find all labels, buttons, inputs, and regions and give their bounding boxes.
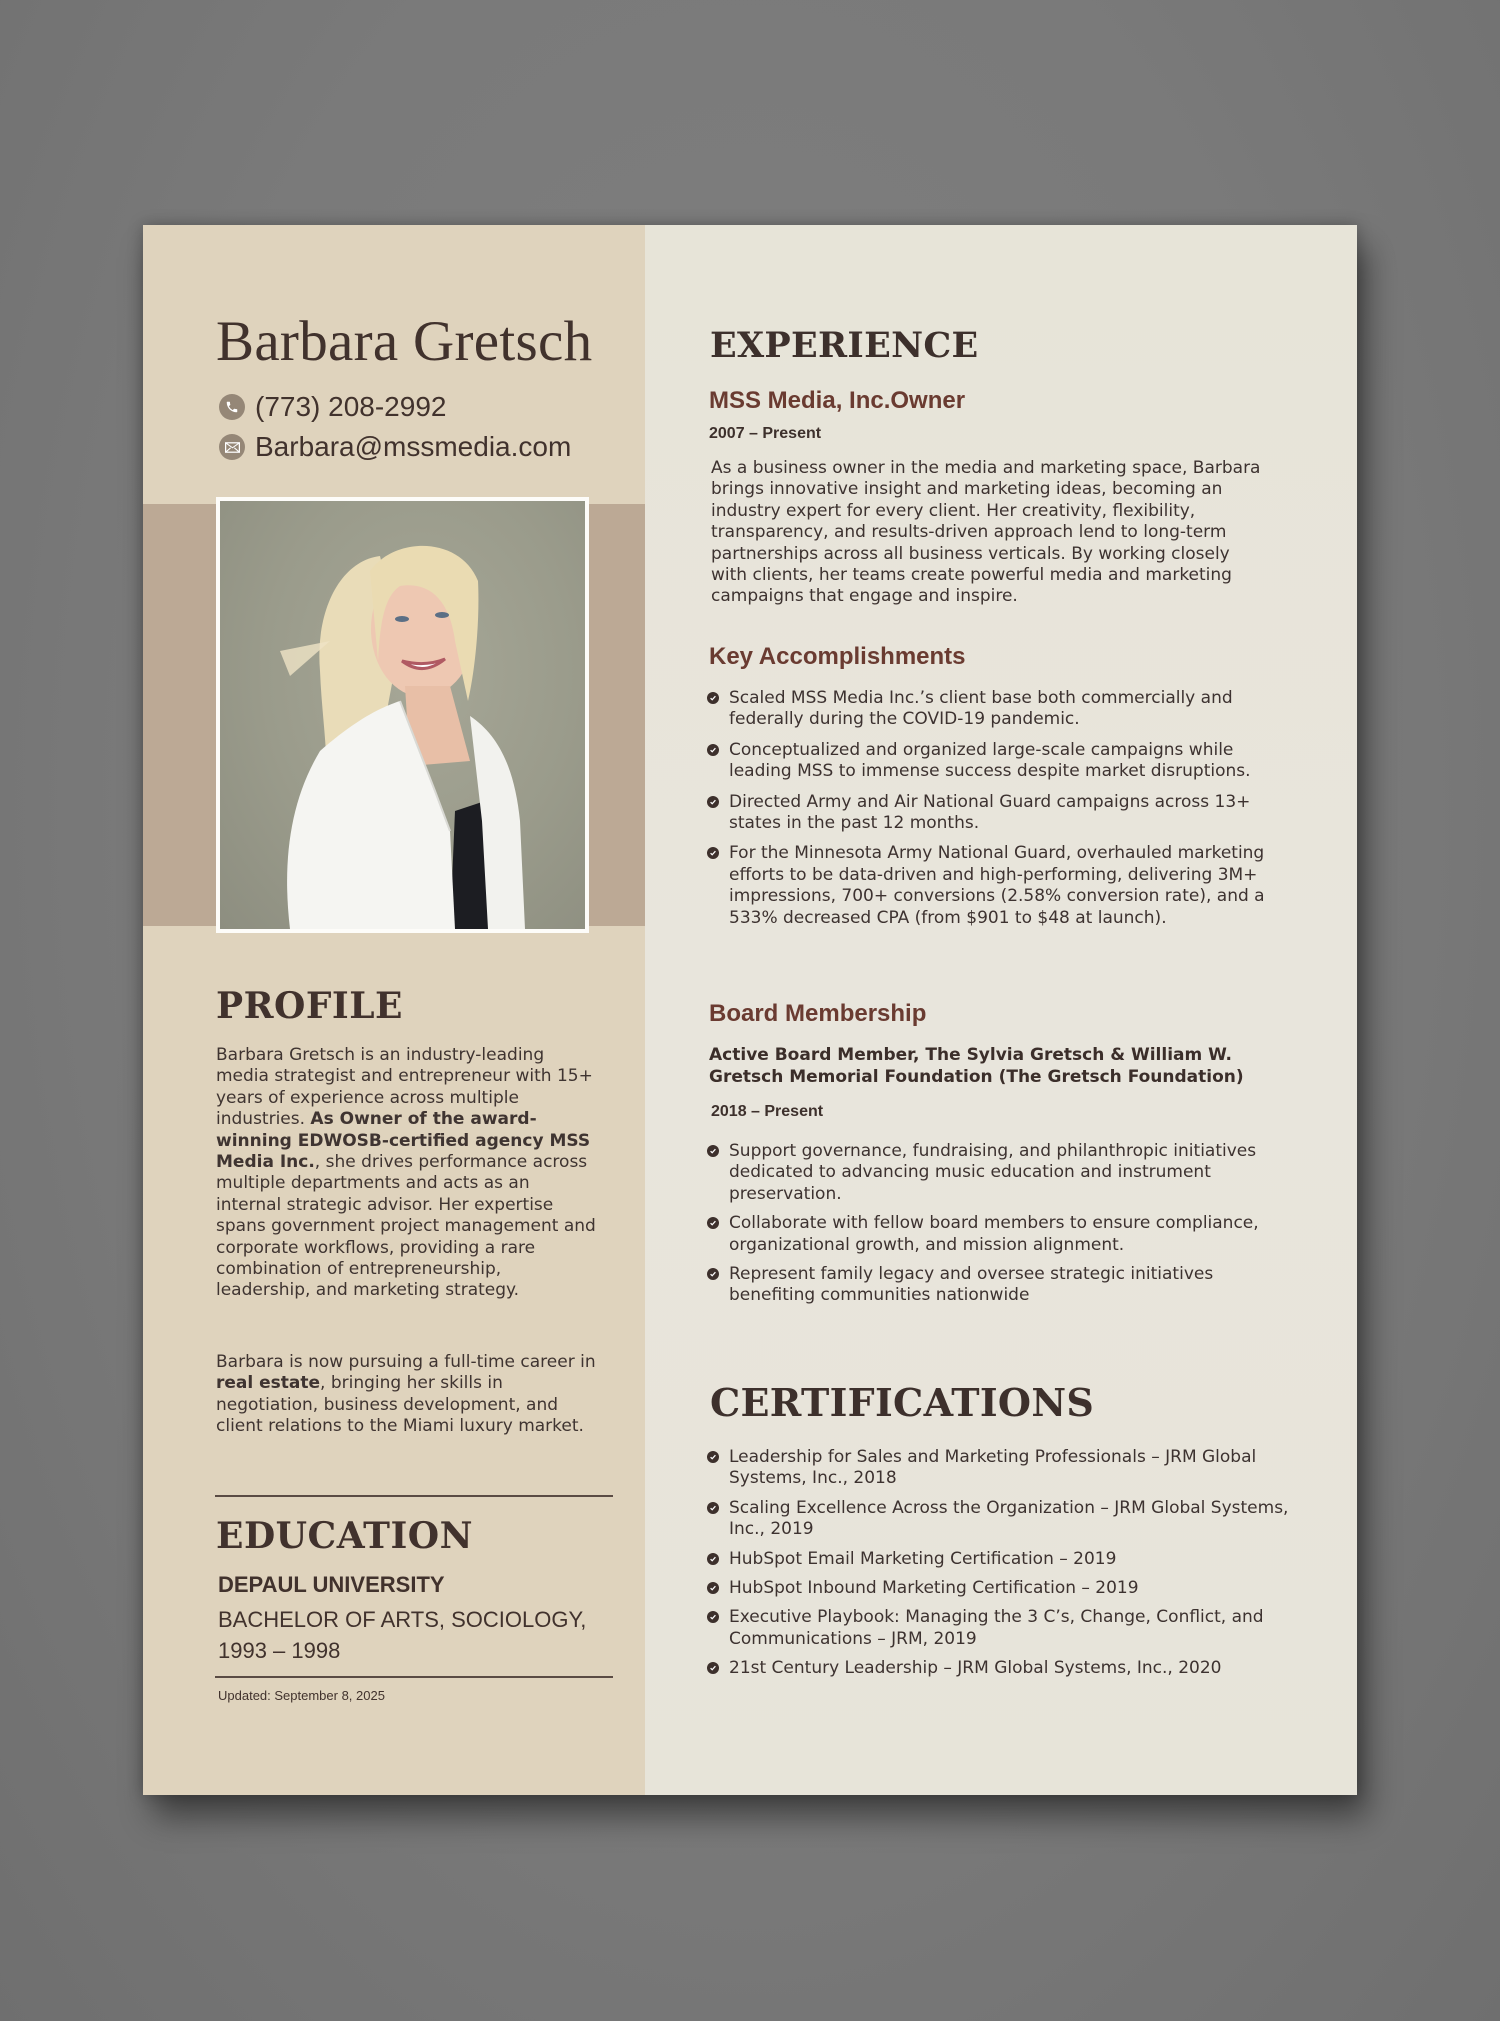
check-circle-icon <box>707 1611 719 1623</box>
check-circle-icon <box>707 1217 719 1229</box>
photo-frame <box>216 497 589 933</box>
check-circle-icon <box>707 692 719 704</box>
check-circle-icon <box>707 1582 719 1594</box>
phone-icon <box>219 394 245 420</box>
list-item: HubSpot Inbound Marketing Certification – 2019 <box>707 1578 1297 1599</box>
list-item: Directed Army and Air National Guard campaigns across 13+ states in the past 12 months. <box>707 792 1297 835</box>
main-content <box>645 225 1357 1795</box>
check-circle-icon <box>707 1451 719 1463</box>
accomplishments-list <box>707 688 1297 938</box>
updated-date: Updated: September 8, 2025 <box>218 1688 385 1703</box>
education-heading: EDUCATION <box>216 1515 474 1557</box>
list-item: Conceptualized and organized large-scale campaigns while leading MSS to immense success despite market disruptions. <box>707 740 1297 783</box>
list-item: Represent family legacy and oversee strategic initiatives benefiting communities nationwide <box>707 1264 1297 1307</box>
list-item: Executive Playbook: Managing the 3 C’s, Change, Conflict, and Communications – JRM, 2019 <box>707 1607 1297 1650</box>
job-title: MSS Media, Inc.Owner <box>709 387 966 414</box>
board-dates: 2018 – Present <box>711 1103 824 1120</box>
list-item: Scaled MSS Media Inc.’s client base both commercially and federally during the COVID-19 pandemic. <box>707 688 1297 731</box>
check-circle-icon <box>707 847 719 859</box>
profile-paragraph-1: Barbara Gretsch is an industry-leading media strategist and entrepreneur with 15+ years of experience across multiple industries. As Owner of the award-winning EDWOSB-certified agency MSS Media Inc., she drives performance across multiple departments and acts as an internal strategic advisor. Her expertise spans government project management and corporate workflows, providing a rare combination of entrepreneurship, leadership, and marketing strategy. <box>216 1045 596 1301</box>
mail-icon <box>219 434 245 460</box>
check-circle-icon <box>707 1502 719 1514</box>
divider <box>215 1676 613 1678</box>
list-item: Scaling Excellence Across the Organization – JRM Global Systems, Inc., 2019 <box>707 1498 1297 1541</box>
certifications-heading: CERTIFICATIONS <box>710 1380 1095 1425</box>
email-address[interactable]: Barbara@mssmedia.com <box>255 431 572 462</box>
contact-phone <box>219 391 446 423</box>
job-dates: 2007 – Present <box>709 425 822 442</box>
education-school: DEPAUL UNIVERSITY <box>218 1572 445 1597</box>
phone-number[interactable]: (773) 208-2992 <box>255 391 447 422</box>
board-heading: Board Membership <box>709 1000 927 1027</box>
candidate-name: Barbara Gretsch <box>216 310 593 373</box>
resume-page <box>143 225 1357 1795</box>
check-circle-icon <box>707 1145 719 1157</box>
check-circle-icon <box>707 796 719 808</box>
divider <box>215 1495 613 1497</box>
list-item: Support governance, fundraising, and philanthropic initiatives dedicated to advancing music education and instrument preservation. <box>707 1141 1297 1205</box>
list-item: HubSpot Email Marketing Certification – 2019 <box>707 1549 1297 1570</box>
certifications-list <box>707 1447 1297 1688</box>
job-description: As a business owner in the media and marketing space, Barbara brings innovative insight and marketing ideas, becoming an industry expert for every client. Her creativity, flexibility, transparency, and results-driven approach lend to long-term partnerships across all business verticals. By working closely with clients, her teams create powerful media and marketing campaigns that engage and inspire. <box>711 458 1261 607</box>
board-list <box>707 1141 1297 1315</box>
list-item: For the Minnesota Army National Guard, overhauled marketing efforts to be data-driven and high-performing, delivering 3M+ impressions, 700+ conversions (2.58% conversion rate), and a 533% decreased CPA (from $901 to $48 at launch). <box>707 843 1297 929</box>
check-circle-icon <box>707 1662 719 1674</box>
check-circle-icon <box>707 744 719 756</box>
check-circle-icon <box>707 1553 719 1565</box>
list-item: Leadership for Sales and Marketing Professionals – JRM Global Systems, Inc., 2018 <box>707 1447 1297 1490</box>
contact-email <box>219 431 571 463</box>
left-sidebar <box>143 225 645 1795</box>
profile-heading: PROFILE <box>216 985 403 1027</box>
accomplishments-heading: Key Accomplishments <box>709 643 966 670</box>
experience-heading: EXPERIENCE <box>710 325 979 366</box>
portrait-photo <box>220 501 585 929</box>
board-role: Active Board Member, The Sylvia Gretsch & William W. Gretsch Memorial Foundation (The Gretsch Foundation) <box>709 1045 1244 1087</box>
education-degree: BACHELOR OF ARTS, SOCIOLOGY, 1993 – 1998 <box>218 1607 587 1663</box>
list-item: 21st Century Leadership – JRM Global Systems, Inc., 2020 <box>707 1658 1297 1679</box>
profile-paragraph-2: Barbara is now pursuing a full-time career in real estate, bringing her skills in negotiation, business development, and client relations to the Miami luxury market. <box>216 1352 596 1437</box>
list-item: Collaborate with fellow board members to ensure compliance, organizational growth, and mission alignment. <box>707 1213 1297 1256</box>
check-circle-icon <box>707 1268 719 1280</box>
